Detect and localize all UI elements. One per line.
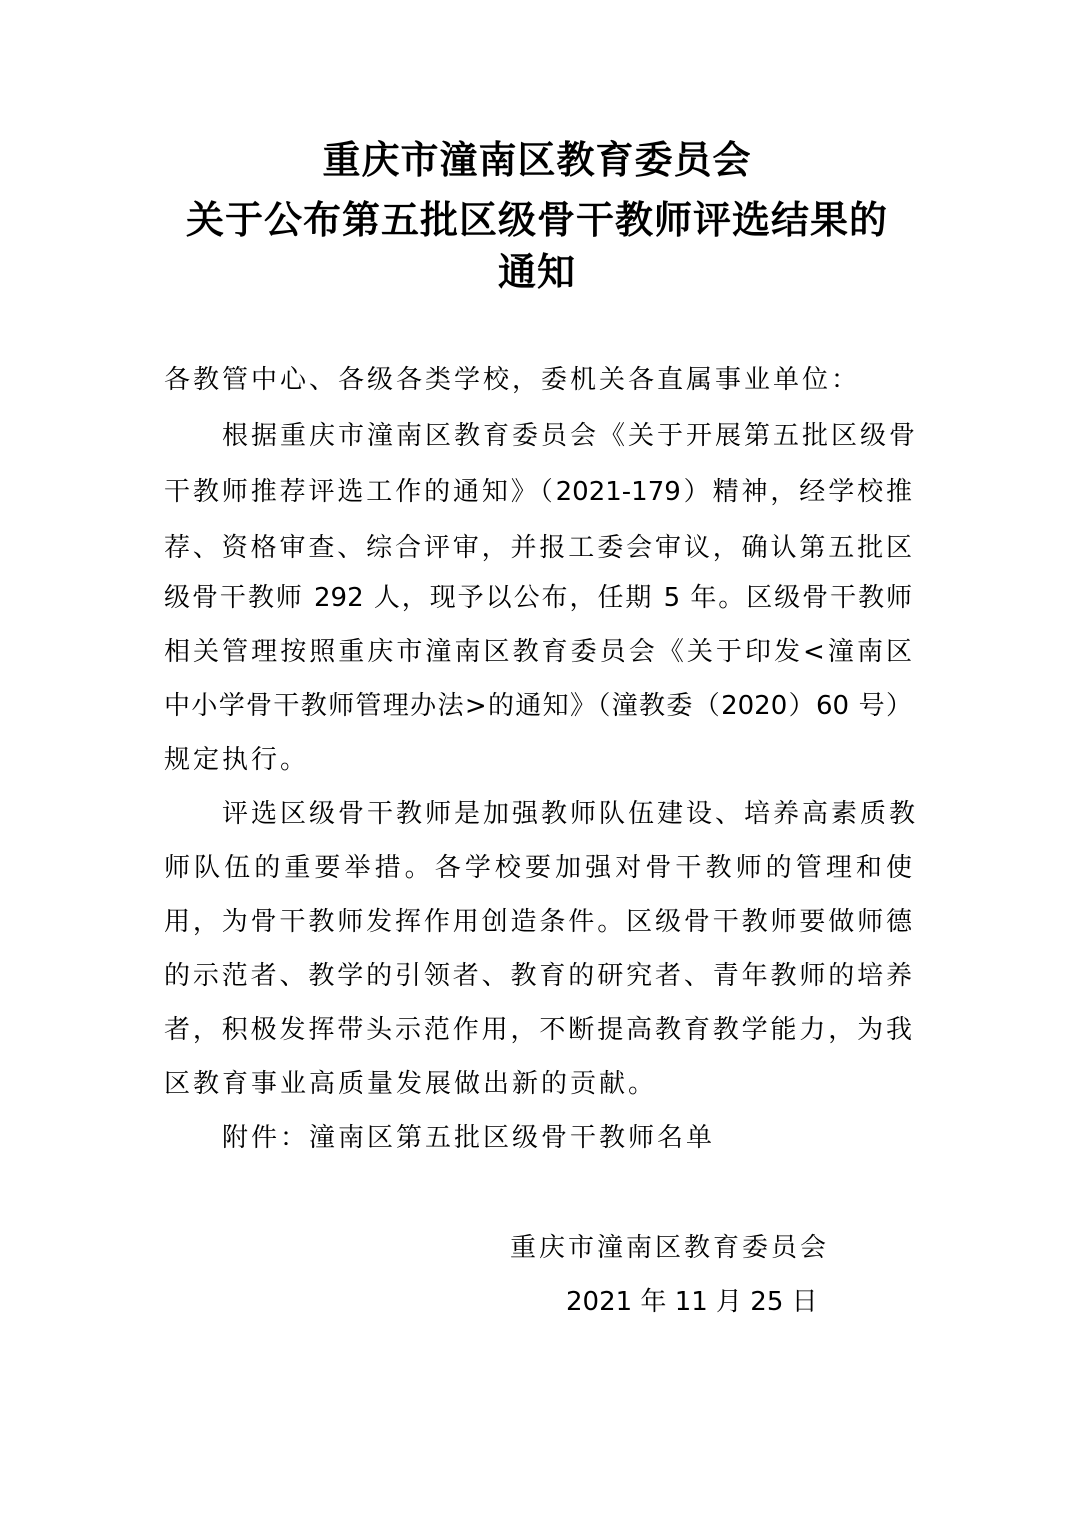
paragraph1-line: 相关管理按照重庆市潼南区教育委员会《关于印发<潼南区 <box>164 637 912 667</box>
signature-organization: 重庆市潼南区教育委员会 <box>510 1233 830 1263</box>
title-line-3: 通知 <box>497 249 576 294</box>
salutation: 各教管中心、各级各类学校，委机关各直属事业单位： <box>164 365 861 395</box>
paragraph1-line: 根据重庆市潼南区教育委员会《关于开展第五批区级骨 <box>222 421 919 451</box>
paragraph2-line: 的示范者、教学的引领者、教育的研究者、青年教师的培养 <box>164 961 912 991</box>
attachment-note: 附件：潼南区第五批区级骨干教师名单 <box>222 1123 716 1153</box>
paragraph1-line: 干教师推荐评选工作的通知》（2021-179）精神，经学校推 <box>164 477 912 507</box>
paragraph1-line: 规定执行。 <box>164 745 310 775</box>
paragraph2-line: 评选区级骨干教师是加强教师队伍建设、培养高素质教 <box>222 799 919 829</box>
paragraph2-line: 者，积极发挥带头示范作用，不断提高教育教学能力，为我 <box>164 1015 912 1045</box>
issue-date: 2021 年 11 月 25 日 <box>566 1287 818 1317</box>
paragraph2-line: 用，为骨干教师发挥作用创造条件。区级骨干教师要做师德 <box>164 907 912 937</box>
paragraph1-line: 中小学骨干教师管理办法>的通知》（潼教委（2020）60 号） <box>164 691 912 721</box>
paragraph2-line: 师队伍的重要举措。各学校要加强对骨干教师的管理和使 <box>164 853 912 883</box>
title-line-2: 关于公布第五批区级骨干教师评选结果的 <box>185 197 888 242</box>
paragraph1-line: 荐、资格审查、综合评审，并报工委会审议，确认第五批区 <box>164 533 912 563</box>
paragraph1-line: 级骨干教师 292 人，现予以公布，任期 5 年。区级骨干教师 <box>164 583 912 613</box>
paragraph2-line: 区教育事业高质量发展做出新的贡献。 <box>164 1069 658 1099</box>
title-line-1: 重庆市潼南区教育委员会 <box>322 137 752 182</box>
